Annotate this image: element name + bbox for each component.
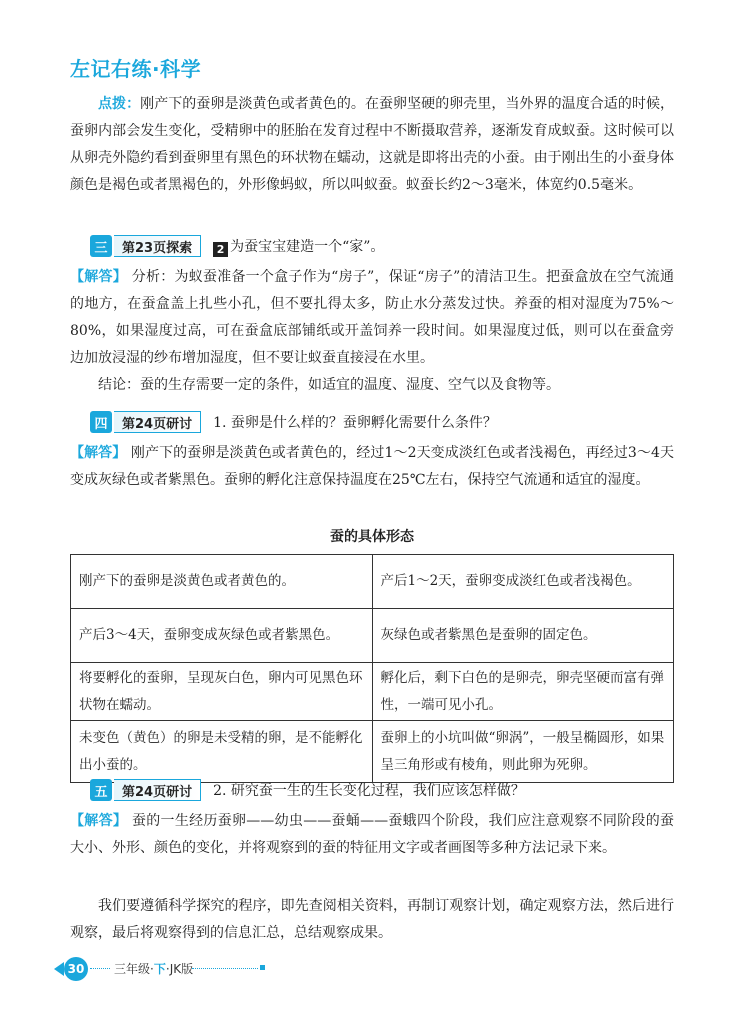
section-3-answer-text: 分析：为蚁蚕准备一个盒子作为“房子”，保证“房子”的清洁卫生。把蚕盒放在空气流通的地方，在蚕盒盖上扎些小孔，但不要扎得太多，防止水分蒸发过快。养蚕的相对湿度为75%～80%，如果湿度过高，可在蚕盒底部铺纸或开盖饲养一段时间。如果湿度过低，则可以在蚕盒旁边加放浸湿的纱布增加湿度，但不要让蚁蚕直接浸在水里。	[70, 269, 674, 366]
tip-label: 点拨：	[98, 96, 141, 112]
footer-grade: 三年级	[114, 962, 151, 976]
answer-label: 【解答】	[70, 445, 127, 461]
task-number-badge: 2	[213, 242, 228, 257]
section-3-answer	[70, 264, 674, 372]
section-5-header	[90, 778, 525, 802]
section-3-title: 第23页探索	[114, 235, 201, 257]
table-cell: 蚕卵上的小坑叫做“卵涡”，一般呈椭圆形，如果呈三角形或有棱角，则此卵为死卵。	[372, 721, 674, 783]
answer-label: 【解答】	[70, 269, 127, 285]
footer-dot: ·	[165, 962, 170, 976]
silkworm-egg-form-table	[70, 554, 674, 783]
section-3-header	[90, 234, 384, 258]
section-5-subtitle: 2. 研究蚕一生的生长变化过程，我们应该怎样做？	[213, 783, 525, 799]
table-row	[71, 721, 674, 783]
table-cell: 未变色（黄色）的卵是未受精的卵，是不能孵化出小蚕的。	[71, 721, 373, 783]
section-4-answer-text: 刚产下的蚕卵是淡黄色或者黄色的，经过1～2天变成淡红色或者浅褐色，再经过3～4天变成灰绿色或者紫黑色。蚕卵的孵化注意保持温度在25℃左右，保持空气流通和适宜的湿度。	[70, 445, 674, 488]
answer-label: 【解答】	[70, 813, 128, 829]
page-arrow-icon	[54, 962, 64, 976]
section-3-subtitle-text: 为蚕宝宝建造一个“家”。	[230, 238, 385, 255]
section-5-badge: 五	[90, 779, 112, 801]
section-3-conclusion: 结论：蚕的生存需要一定的条件，如适宜的温度、湿度、空气以及食物等。	[98, 377, 560, 393]
brand-name: 左记右练	[70, 57, 152, 81]
table-cell: 将要孵化的蚕卵，呈现灰白色，卵内可见黑色环状物在蠕动。	[71, 663, 373, 721]
section-4-subtitle: 1. 蚕卵是什么样的？蚕卵孵化需要什么条件？	[213, 415, 497, 431]
footer-dot: ·	[150, 962, 154, 976]
brand-subject: 科学	[160, 57, 202, 81]
section-3-badge: 三	[90, 235, 112, 257]
section-4-title: 第24页研讨	[114, 411, 201, 433]
table-row	[71, 555, 674, 609]
footer-edition: JK版	[169, 962, 194, 976]
table-cell: 产后1～2天，蚕卵变成淡红色或者浅褐色。	[372, 555, 674, 609]
footer-divider	[90, 968, 110, 969]
section-3-subtitle	[213, 236, 384, 257]
section-4-badge: 四	[90, 411, 112, 433]
section-5-answer	[70, 808, 674, 862]
section-5-paragraph-2: 我们要遵循科学探究的程序，即先查阅相关资料，再制订观察计划，确定观察方法，然后进行观察，最后将观察得到的信息汇总，总结观察成果。	[70, 898, 674, 941]
footer-term: 下	[153, 962, 166, 976]
table-cell: 刚产下的蚕卵是淡黄色或者黄色的。	[71, 555, 373, 609]
section-5-answer-text: 蚕的一生经历蚕卵——幼虫——蚕蛹——蚕蛾四个阶段，我们应注意观察不同阶段的蚕大小、外形、颜色的变化，并将观察到的蚕的特征用文字或者画图等多种方法记录下来。	[70, 813, 675, 856]
table-cell: 灰绿色或者紫黑色是蚕卵的固定色。	[372, 609, 674, 663]
tip-paragraph	[70, 91, 674, 199]
tip-text: 刚产下的蚕卵是淡黄色或者黄色的。在蚕卵坚硬的卵壳里，当外界的温度合适的时候，蚕卵内部会发生变化，受精卵中的胚胎在发育过程中不断摄取营养，逐渐发育成蚁蚕。这时候可以从卵壳外隐约看到蚕卵里有黑色的环状物在蠕动，这就是即将出壳的小蚕。由于刚出生的小蚕身体颜色是褐色或者黑褐色的，外形像蚂蚁，所以叫蚁蚕。蚁蚕长约2～3毫米，体宽约0.5毫米。	[70, 96, 675, 193]
section-4-header	[90, 410, 497, 434]
footer-square-marker	[260, 965, 265, 970]
table-row	[71, 609, 674, 663]
table-row	[71, 663, 674, 721]
footer-divider	[192, 968, 258, 969]
brand-dot: ·	[152, 57, 161, 81]
section-5-title: 第24页研讨	[114, 779, 201, 801]
page-number: 30	[64, 957, 88, 981]
book-brand-title	[70, 53, 201, 82]
table-cell: 孵化后，剩下白色的是卵壳，卵壳坚硬而富有弹性，一端可见小孔。	[372, 663, 674, 721]
footer-grade-info	[114, 960, 193, 977]
table-title: 蚕的具体形态	[330, 529, 414, 545]
table-cell: 产后3～4天，蚕卵变成灰绿色或者紫黑色。	[71, 609, 373, 663]
section-4-answer	[70, 440, 674, 494]
